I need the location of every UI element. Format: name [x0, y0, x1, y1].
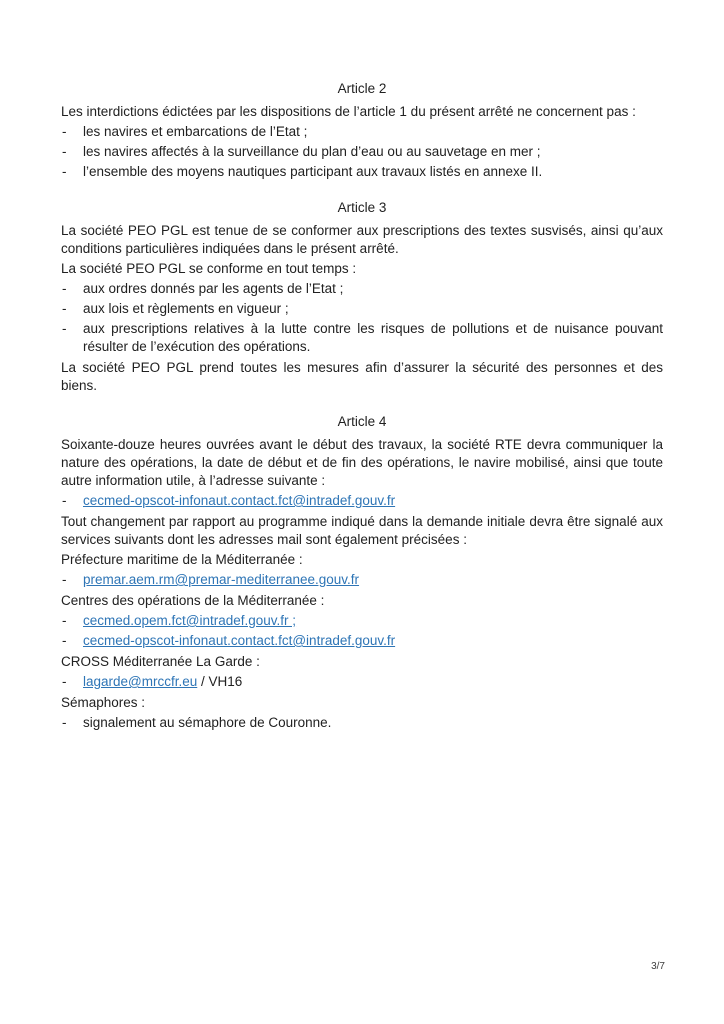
semaphores-list — [61, 714, 663, 732]
article-3-paragraph-2: La société PEO PGL se conforme en tout temps : — [61, 261, 357, 276]
article-4-paragraph-2: Tout changement par rapport au programme indiqué dans la demande initiale devra être signalé aux services suivants dont les adresses mail sont également précisées : — [61, 514, 663, 547]
email-link-lagarde[interactable]: lagarde@mrccfr.eu — [83, 674, 198, 689]
article-2-heading: Article 2 — [337, 81, 387, 96]
article-3-section — [61, 199, 663, 395]
article-2-list — [61, 123, 663, 181]
article-4-paragraph-1: Soixante-douze heures ouvrées avant le début des travaux, la société RTE devra communiquer la nature des opérations, la date de début et de fin des opérations, le navire mobilisé, ainsi que toute autre information utile, à l’adresse suivante : — [61, 437, 663, 488]
list-item: - les navires affectés à la surveillance du plan d’eau ou au sauvetage en mer ; — [61, 143, 663, 161]
email-link-premar[interactable]: premar.aem.rm@premar-mediterranee.gouv.fr — [83, 572, 360, 587]
semaphores-label: Sémaphores : — [61, 695, 146, 710]
article-4-notify-list — [61, 492, 663, 510]
cross-list — [61, 673, 663, 691]
list-item: - aux prescriptions relatives à la lutte contre les risques de pollutions et de nuisance pouvant résulter de l’exécution des opérations. — [61, 320, 663, 356]
article-3-heading: Article 3 — [337, 200, 387, 215]
article-4-section — [61, 413, 663, 732]
article-3-paragraph-1: La société PEO PGL est tenue de se conformer aux prescriptions des textes susvisés, ainsi qu’aux conditions particulières indiquées dans le présent arrêté. — [61, 223, 663, 256]
email-link-cecmed-opem[interactable]: cecmed.opem.fct@intradef.gouv.fr ; — [83, 613, 297, 628]
cross-vhf-suffix: / VH16 — [197, 674, 243, 689]
article-4-heading: Article 4 — [337, 414, 387, 429]
article-2-section — [61, 80, 663, 181]
list-item — [61, 673, 663, 691]
article-3-list — [61, 280, 663, 356]
list-item — [61, 612, 663, 630]
article-2-intro: Les interdictions édictées par les dispositions de l’article 1 du présent arrêté ne concernent pas : — [61, 104, 636, 119]
cross-label: CROSS Méditerranée La Garde : — [61, 654, 260, 669]
document-content — [61, 80, 663, 735]
centres-label: Centres des opérations de la Méditerranée : — [61, 593, 325, 608]
list-item: - signalement au sémaphore de Couronne. — [61, 714, 663, 732]
list-item — [61, 492, 663, 510]
list-item — [61, 632, 663, 650]
list-item: - aux lois et règlements en vigueur ; — [61, 300, 663, 318]
email-link-cecmed-opscot[interactable]: cecmed-opscot-infonaut.contact.fct@intradef.gouv.fr — [83, 493, 396, 508]
email-link-cecmed-opscot-2[interactable]: cecmed-opscot-infonaut.contact.fct@intradef.gouv.fr — [83, 633, 396, 648]
centres-list — [61, 612, 663, 650]
list-item: - les navires et embarcations de l’Etat ; — [61, 123, 663, 141]
article-3-paragraph-3: La société PEO PGL prend toutes les mesures afin d’assurer la sécurité des personnes et des biens. — [61, 360, 663, 393]
list-item: - l’ensemble des moyens nautiques participant aux travaux listés en annexe II. — [61, 163, 663, 181]
page-number: 3/7 — [651, 961, 665, 972]
prefecture-label: Préfecture maritime de la Méditerranée : — [61, 552, 303, 567]
prefecture-list — [61, 571, 663, 589]
list-item: - aux ordres donnés par les agents de l’Etat ; — [61, 280, 663, 298]
list-item — [61, 571, 663, 589]
